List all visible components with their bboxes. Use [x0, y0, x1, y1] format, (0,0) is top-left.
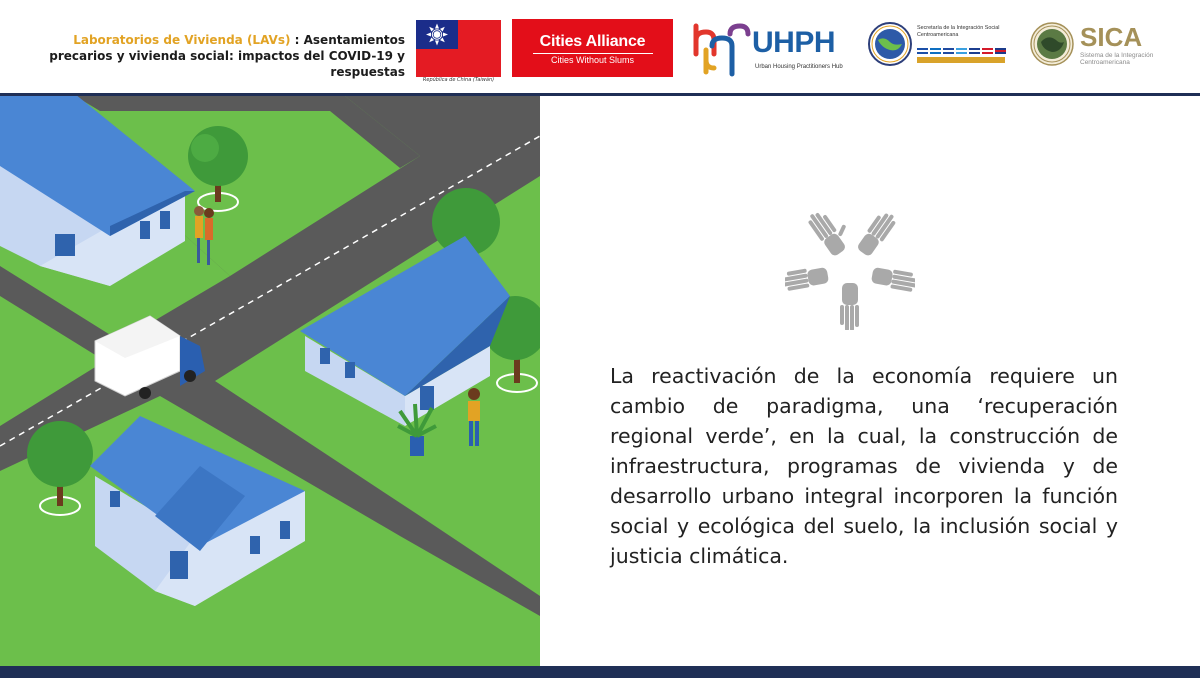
title-accent: Laboratorios de Vivienda (LAVs): [73, 33, 291, 47]
header: [0, 0, 1200, 93]
title-rest: : Asentamientos precarios y vivienda social: impactos del COVID-19 y respuestas: [49, 33, 405, 79]
main-paragraph: La reactivación de la economía requiere un cambio de paradigma, una ‘recuperación regional verde’, en la cual, la construcción de infraestructura, programas de vivienda y de desarrollo urbano integral incorporen la función social y ecológica del suelo, la inclusión social y justicia climática.: [610, 364, 1118, 568]
sica-tagline: Sistema de la Integración Centroamericana: [1080, 52, 1154, 66]
neighborhood-illustration: [0, 96, 540, 666]
sica-seal-icon: [1030, 22, 1074, 66]
five-hands-icon: [785, 208, 915, 330]
sica-name: SICA: [1080, 22, 1143, 52]
member-flags-icon: [917, 48, 1009, 54]
cities-alliance-logo: [512, 19, 673, 77]
cities-alliance-tagline: Cities Without Slums: [533, 53, 653, 65]
sisca-seal-icon: [868, 22, 912, 66]
sisca-name: Secretaría de la Integración Social Centroamericana: [917, 25, 1000, 38]
uhph-tagline: Urban Housing Practitioners Hub: [755, 64, 843, 70]
uhph-mark-icon: [690, 20, 752, 80]
flag-caption: República de China (Taiwán): [422, 77, 495, 83]
footer-bar: [0, 666, 1200, 678]
cities-alliance-name: Cities Alliance: [539, 33, 646, 50]
uhph-name: UHPH: [752, 26, 836, 59]
taiwan-flag-logo: [416, 20, 501, 77]
page-title: [10, 32, 405, 80]
sisca-anniversary-band: [917, 57, 1005, 63]
